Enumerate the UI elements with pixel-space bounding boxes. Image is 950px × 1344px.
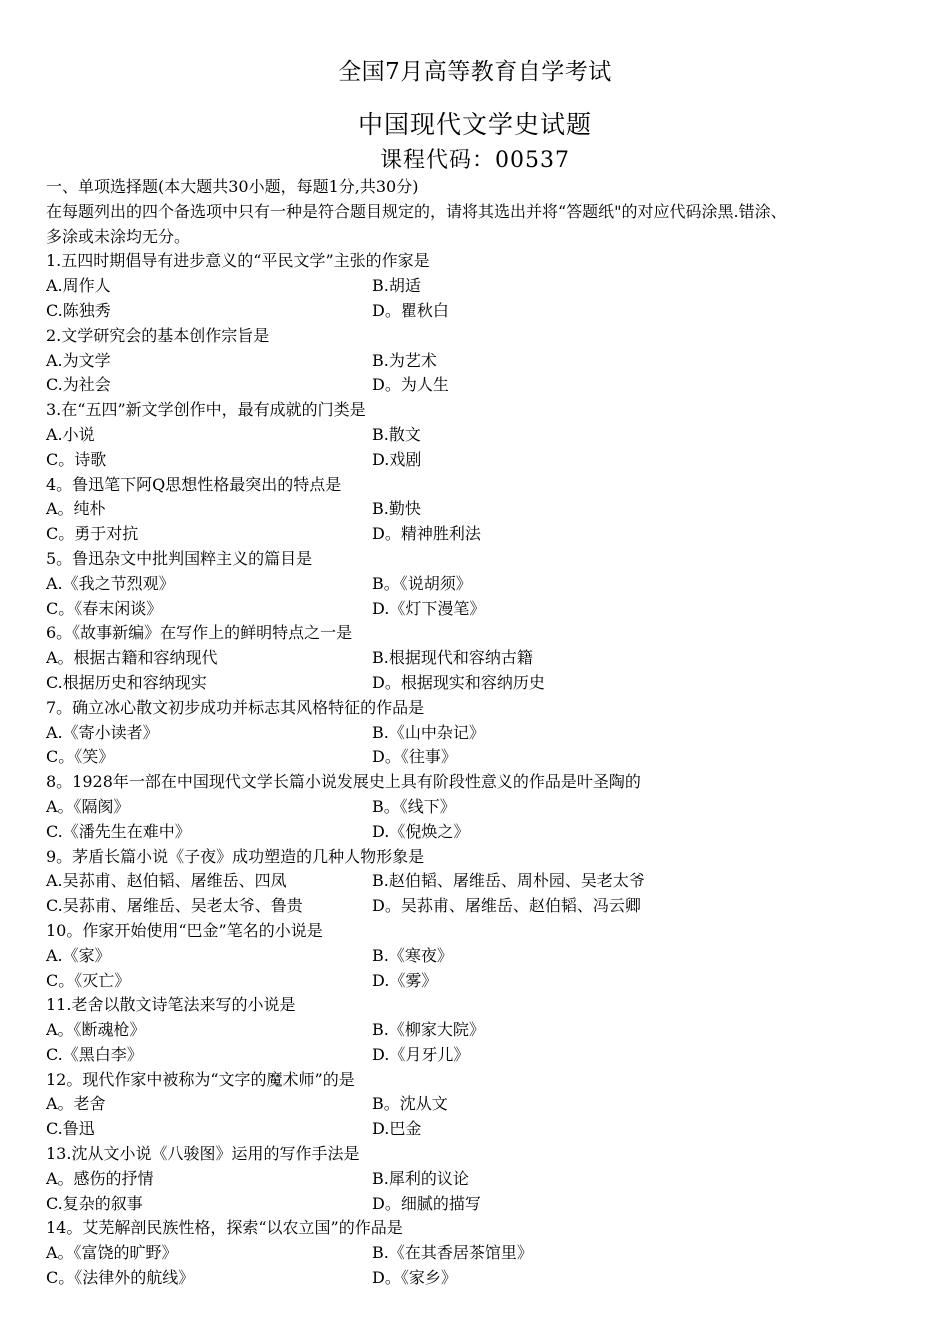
- answer-option: B.《山中杂记》: [372, 722, 485, 742]
- option-row: [46, 646, 926, 671]
- answer-option: A.为文学: [46, 350, 111, 370]
- question-stem: 14。艾芜解剖民族性格，探索“以农立国”的作品是: [46, 1218, 403, 1238]
- answer-option: C.鲁迅: [46, 1119, 95, 1139]
- answer-option: A。《富饶的旷野》: [46, 1243, 178, 1263]
- answer-option: D。细腻的描写: [372, 1193, 481, 1213]
- answer-option: D.《雾》: [372, 970, 438, 990]
- answer-option: D.戏剧: [372, 449, 422, 469]
- answer-option: A。纯朴: [46, 499, 106, 519]
- option-row: [46, 522, 926, 547]
- answer-option: A.小说: [46, 424, 95, 444]
- answer-option: A。根据古籍和容纳现代: [46, 648, 218, 668]
- answer-option: B。沈从文: [372, 1094, 448, 1114]
- answer-option: A.《家》: [46, 945, 111, 965]
- option-row: [46, 795, 926, 820]
- option-row: [46, 1092, 926, 1117]
- option-row: [46, 1241, 926, 1266]
- question-stem: 4。鲁迅笔下阿Q思想性格最突出的特点是: [46, 474, 342, 494]
- answer-option: B.《柳家大院》: [372, 1020, 485, 1040]
- answer-option: A.吴荪甫、赵伯韬、屠维岳、四凤: [46, 871, 287, 891]
- question-list: [46, 249, 926, 1290]
- question-stem: 5。鲁迅杂文中批判国粹主义的篇目是: [46, 548, 313, 568]
- answer-option: C.陈独秀: [46, 300, 111, 320]
- answer-option: D.《倪焕之》: [372, 821, 470, 841]
- question-stem: 13.沈从文小说《八骏图》运用的写作手法是: [46, 1144, 360, 1164]
- answer-option: A。老舍: [46, 1094, 106, 1114]
- subject-title: 中国现代文学史试题: [357, 110, 592, 139]
- option-row: [46, 1117, 926, 1142]
- answer-option: D。吴荪甫、屠维岳、赵伯韬、冯云卿: [372, 896, 641, 916]
- question-stem: 8。1928年一部在中国现代文学长篇小说发展史上具有阶段性意义的作品是叶圣陶的: [46, 772, 641, 792]
- answer-option: A。《隔阂》: [46, 796, 130, 816]
- answer-option: C。《笑》: [46, 747, 115, 767]
- answer-option: D。《往事》: [372, 747, 457, 767]
- instructions-line: 多涂或未涂均无分。: [46, 226, 191, 246]
- answer-option: C.为社会: [46, 375, 111, 395]
- answer-option: C.根据历史和容纳现实: [46, 672, 207, 692]
- answer-option: C。《春末闲谈》: [46, 598, 163, 618]
- answer-option: A。《断魂枪》: [46, 1020, 146, 1040]
- answer-option: B。《说胡须》: [372, 573, 472, 593]
- option-row: [46, 1192, 926, 1217]
- option-row: [46, 869, 926, 894]
- instructions-line: 在每题列出的四个备选项中只有一种是符合题目规定的，请将其选出并将“答题纸"的对应代码涂黑.错涂、: [46, 201, 787, 221]
- option-row: [46, 671, 926, 696]
- answer-option: D。《家乡》: [372, 1268, 457, 1288]
- section-heading: 一、单项选择题(本大题共30小题，每题1分,共30分): [46, 177, 419, 196]
- answer-option: D。为人生: [372, 375, 449, 395]
- answer-option: B。《线下》: [372, 796, 456, 816]
- answer-option: C.复杂的叙事: [46, 1193, 143, 1213]
- question-stem: 7。确立冰心散文初步成功并标志其风格特征的作品是: [46, 697, 425, 717]
- answer-option: C。《法律外的航线》: [46, 1268, 195, 1288]
- question-stem: 11.老舍以散文诗笔法来写的小说是: [46, 995, 296, 1015]
- option-row: [46, 969, 926, 994]
- option-row: [46, 274, 926, 299]
- answer-option: D。瞿秋白: [372, 300, 449, 320]
- option-row: [46, 1018, 926, 1043]
- answer-option: B.为艺术: [372, 350, 437, 370]
- answer-option: D。根据现实和容纳历史: [372, 672, 545, 692]
- option-row: [46, 721, 926, 746]
- answer-option: B.犀利的议论: [372, 1168, 469, 1188]
- question-stem: 3.在“五四”新文学创作中，最有成就的门类是: [46, 400, 366, 420]
- option-row: [46, 597, 926, 622]
- option-row: [46, 820, 926, 845]
- answer-option: C。《灭亡》: [46, 970, 131, 990]
- option-row: [46, 299, 926, 324]
- answer-option: C。诗歌: [46, 449, 107, 469]
- option-row: [46, 349, 926, 374]
- answer-option: D.《灯下漫笔》: [372, 598, 486, 618]
- option-row: [46, 1167, 926, 1192]
- answer-option: D.巴金: [372, 1119, 422, 1139]
- answer-option: B.胡适: [372, 276, 421, 296]
- option-row: [46, 944, 926, 969]
- answer-option: C.吴荪甫、屠维岳、吴老太爷、鲁贵: [46, 896, 303, 916]
- answer-option: D.《月牙儿》: [372, 1044, 470, 1064]
- answer-option: C.《黑白李》: [46, 1044, 143, 1064]
- answer-option: A.《寄小读者》: [46, 722, 159, 742]
- answer-option: B.《在其香居茶馆里》: [372, 1243, 533, 1263]
- exam-title: 全国7月高等教育自学考试: [338, 59, 612, 85]
- answer-option: A.周作人: [46, 276, 111, 296]
- option-row: [46, 373, 926, 398]
- answer-option: C.《潘先生在难中》: [46, 821, 191, 841]
- question-stem: 1.五四时期倡导有进步意义的“平民文学”主张的作家是: [46, 251, 430, 271]
- option-row: [46, 572, 926, 597]
- answer-option: B.《寒夜》: [372, 945, 453, 965]
- question-stem: 12。现代作家中被称为“文字的魔术师”的是: [46, 1069, 355, 1089]
- option-row: [46, 1266, 926, 1291]
- answer-option: B.赵伯韬、屠维岳、周朴园、吴老太爷: [372, 871, 645, 891]
- answer-option: B.根据现代和容纳古籍: [372, 648, 533, 668]
- answer-option: D。精神胜利法: [372, 524, 481, 544]
- question-stem: 10。作家开始使用“巴金”笔名的小说是: [46, 920, 323, 940]
- course-code: 课程代码：00537: [380, 148, 570, 173]
- option-row: [46, 1043, 926, 1068]
- answer-option: B.散文: [372, 424, 421, 444]
- question-stem: 9。茅盾长篇小说《子夜》成功塑造的几种人物形象是: [46, 846, 425, 866]
- question-stem: 6。《故事新编》在写作上的鲜明特点之一是: [46, 623, 353, 643]
- option-row: [46, 894, 926, 919]
- option-row: [46, 497, 926, 522]
- option-row: [46, 745, 926, 770]
- question-stem: 2.文学研究会的基本创作宗旨是: [46, 325, 270, 345]
- option-row: [46, 423, 926, 448]
- answer-option: A。感伤的抒情: [46, 1168, 154, 1188]
- exam-body: [46, 175, 926, 1291]
- answer-option: C。勇于对抗: [46, 524, 139, 544]
- answer-option: B.勤快: [372, 499, 421, 519]
- option-row: [46, 448, 926, 473]
- answer-option: A.《我之节烈观》: [46, 573, 175, 593]
